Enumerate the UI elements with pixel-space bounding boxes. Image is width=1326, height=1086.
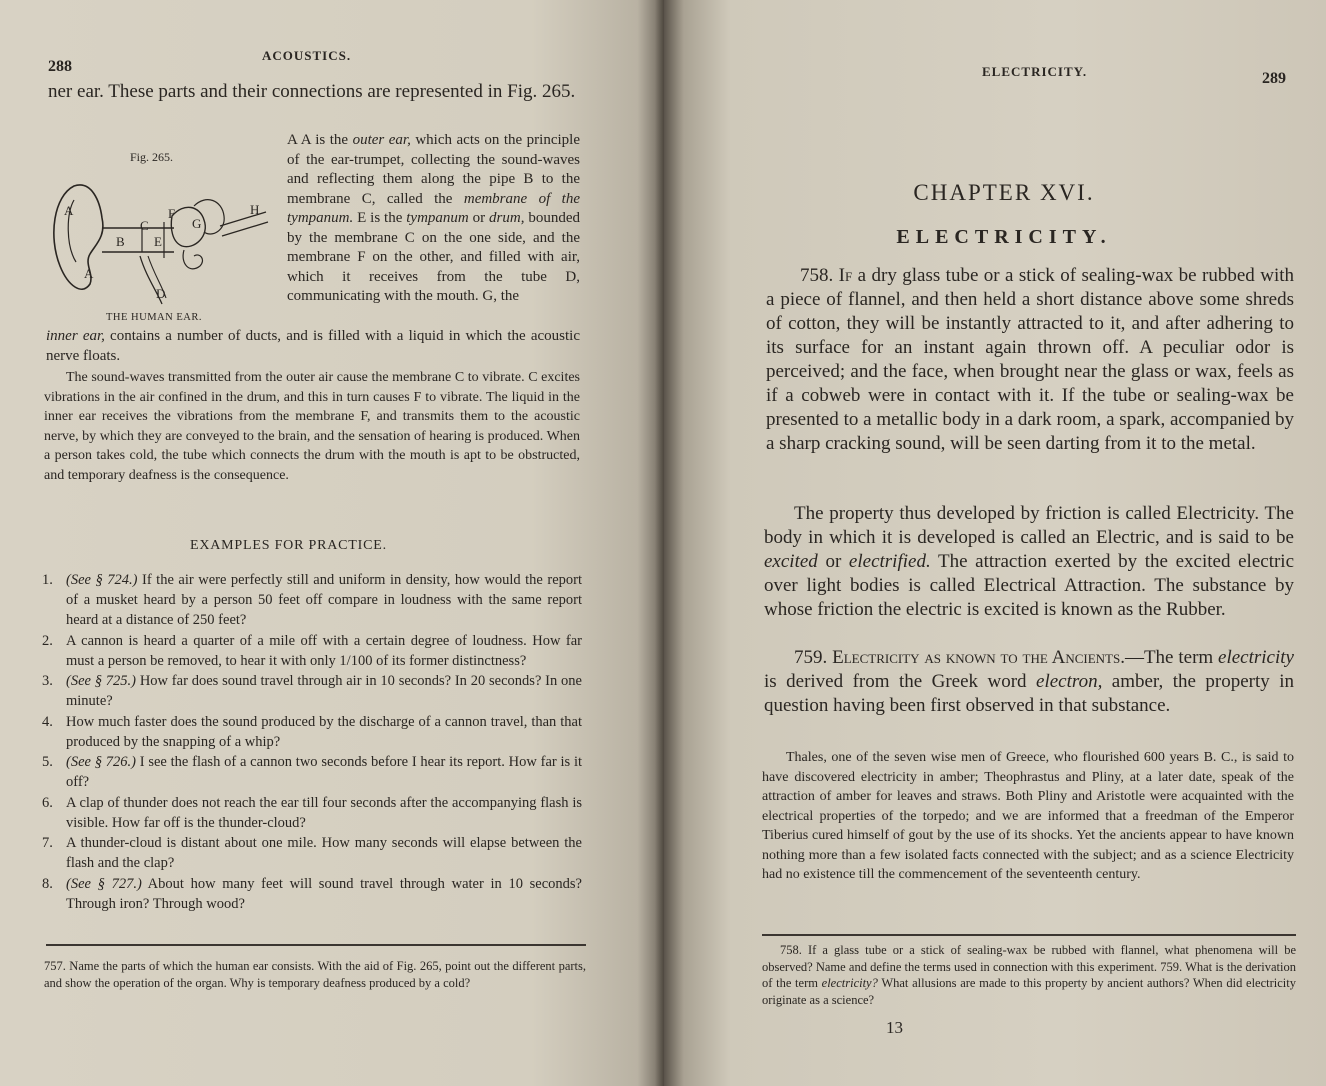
fig-letter-a-top: A	[64, 203, 74, 218]
sound-waves-paragraph: The sound-waves transmitted from the outer air cause the membrane C to vibrate. C excites vibrations in the air confined in the drum, and this in turn causes F to vibrate. The liquid in the inner ear receives the vibrations from the membrane F, and transmits them to the acoustic nerve, by which they are conveyed to the brain, and the sensation of hearing is produced. When a person takes cold, the tube which connects the drum with the mouth is apt to be obstructed, and temporary deafness is the consequence.	[44, 370, 580, 483]
fig-letter-e: E	[154, 234, 162, 249]
figure-label: Fig. 265.	[130, 150, 174, 164]
example-item: 8. (See § 727.) About how many feet will sound travel through water in 10 seconds? Through iron? Through wood?	[42, 875, 582, 912]
footnote-rule-left	[46, 944, 586, 946]
example-item: 2. A cannon is heard a quarter of a mile off with a certain degree of loudness. How far must a person be removed, to hear it with only 1/100 of its former distinctness?	[42, 632, 582, 669]
chapter-heading: CHAPTER XVI.	[913, 180, 1095, 205]
footnote-left: 757. Name the parts of which the human ear consists. With the aid of Fig. 265, point out the different parts, and show the operation of the organ. Why is temporary deafness produced by a cold?	[44, 959, 586, 990]
fig-letter-f: F	[168, 206, 176, 221]
right-page	[664, 0, 1326, 1086]
paragraph-759: 759. Electricity as known to the Ancients.—The term electricity is derived from the Greek word electron, amber, the property in question having been first observed in that substance.	[764, 647, 1294, 716]
example-item: 6. A clap of thunder does not reach the ear till four seconds after the accompanying flash is visible. How far off is the thunder-cloud?	[42, 794, 582, 831]
section-title: ELECTRICITY.	[896, 226, 1112, 248]
fig-letter-g: G	[192, 216, 202, 231]
examples-list	[42, 570, 582, 914]
footnote-rule-right	[762, 934, 1296, 936]
inner-ear-paragraph: inner ear, contains a number of ducts, and is filled with a liquid in which the acoustic nerve floats.	[46, 328, 580, 364]
examples-heading: EXAMPLES FOR PRACTICE.	[190, 538, 387, 553]
example-item: 5. (See § 726.) I see the flash of a cannon two seconds before I hear its report. How far is it off?	[42, 754, 583, 790]
example-item: 7. A thunder-cloud is distant about one mile. How many seconds will elapse between the flash and the clap?	[42, 835, 582, 871]
signature-mark: 13	[886, 1018, 903, 1037]
fig-letter-h: H	[250, 202, 260, 217]
running-head-left: ACOUSTICS.	[262, 48, 352, 63]
page-number-right: 289	[1262, 70, 1286, 87]
fig-letter-b: B	[116, 234, 125, 249]
figure-265	[44, 148, 280, 330]
fig-letter-a-bottom: A	[84, 266, 94, 281]
intro-text: ner ear. These parts and their connections are represented in Fig. 265.	[48, 81, 576, 102]
running-head-right: ELECTRICITY.	[982, 64, 1088, 79]
fig-letter-d: D	[156, 286, 166, 301]
footnote-right: 758. If a glass tube or a stick of sealing-wax be rubbed with flannel, what phenomena will be observed? Name and define the terms used in connection with this experiment. 759. What is the derivation of the term electricity? What allusions are made to this property by ancient authors? When did electricity originate as a science?	[762, 943, 1296, 1007]
page-number-left: 288	[48, 58, 72, 75]
example-item: 3. (See § 725.) How far does sound travel through air in 10 seconds? In 20 seconds? In one minute?	[42, 673, 582, 709]
fig-letter-c: C	[140, 218, 149, 233]
thales-paragraph: Thales, one of the seven wise men of Greece, who flourished 600 years B. C., is said to have discovered electricity in amber; Theophrastus and Pliny, at a later date, speak of the attraction of amber for leaves and straws. Both Pliny and Aristotle were acquainted with the electrical properties of the torpedo; and we are informed that a freedman of the Emperor Tiberius cured himself of gout by the use of its shocks. Yet the ancients appear to have known nothing more than a few isolated facts connected with the subject; and as a science Electricity had no existence till the commencement of the seventeenth century.	[762, 750, 1294, 882]
paragraph-758: 758. If a dry glass tube or a stick of sealing-wax be rubbed with a piece of flannel, and then held a short distance above some shreds of cotton, they will be instantly attracted to it, and after adhering to its surface for an instant again thrown off. A peculiar odor is perceived; and the face, when brought near the glass or wax, feels as if a cobweb were in contact with it. If the tube or sealing-wax be presented to a metallic body in a dark room, a spark, accompanied by a sharp cracking sound, will be seen darting from it to the metal.	[766, 265, 1294, 454]
example-item: 1. (See § 724.) If the air were perfectly still and uniform in density, how would the report of a musket heard by a person 50 feet off compare in loudness with the same report heard at a distance of 250 feet?	[42, 572, 583, 628]
property-paragraph: The property thus developed by friction is called Electricity. The body in which it is developed is called an Electric, and is said to be excited or electrified. The attraction exerted by the excited electric over light bodies is called Electrical Attraction. The substance by whose friction the electric is excited is known as the Rubber.	[764, 503, 1295, 620]
outer-ear-paragraph: A A is the outer ear, which acts on the principle of the ear-trumpet, collecting the sound-waves and reflecting them along the pipe B to the membrane C, called the membrane of the tympanum. E is the tympanum or drum, bounded by the membrane C on the one side, and the membrane F on the other, and filled with air, which it receives from the tube D, communicating with the mouth. G, the	[287, 132, 580, 304]
figure-caption: THE HUMAN EAR.	[106, 312, 202, 323]
example-item: 4. How much faster does the sound produced by the discharge of a cannon travel, than that produced by the snapping of a whip?	[42, 713, 582, 750]
